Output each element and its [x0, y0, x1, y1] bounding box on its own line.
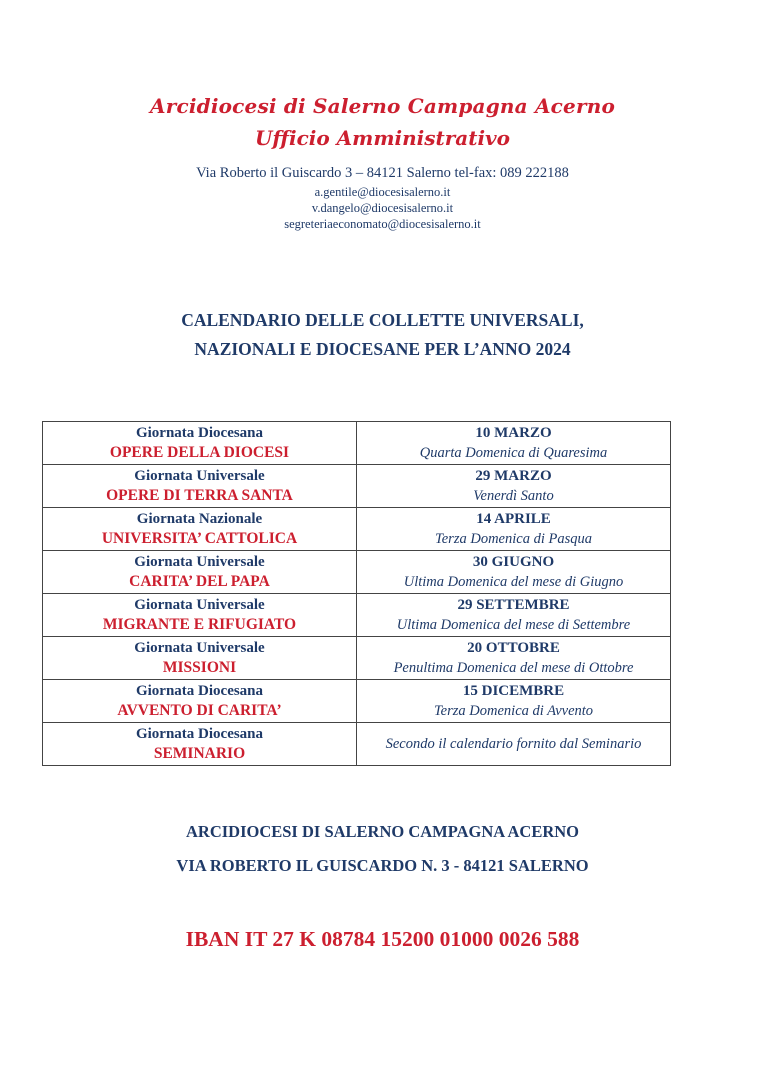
collection-type: Giornata Diocesana — [135, 683, 264, 699]
collection-date: 29 MARZO — [475, 468, 552, 484]
footer-address: VIA ROBERTO IL GUISCARDO N. 3 - 84121 SALERNO — [176, 856, 589, 875]
email-gentile[interactable]: a.gentile@diocesisalerno.it — [314, 185, 451, 199]
collection-name: MIGRANTE E RIFUGIATO — [102, 616, 297, 633]
collection-date-note: Quarta Domenica di Quaresima — [419, 445, 608, 461]
date-cell — [357, 723, 671, 766]
collection-name: SEMINARIO — [153, 745, 246, 762]
collection-name: OPERE DELLA DIOCESI — [109, 444, 290, 461]
collection-cell — [43, 723, 357, 766]
collection-name: OPERE DI TERRA SANTA — [106, 487, 293, 504]
collection-type: Giornata Diocesana — [135, 425, 264, 441]
collection-cell — [43, 594, 357, 637]
collection-cell — [43, 508, 357, 551]
collection-date: 29 SETTEMBRE — [457, 597, 570, 613]
table-row — [43, 422, 671, 465]
table-row — [43, 637, 671, 680]
collection-type: Giornata Universale — [134, 640, 265, 656]
date-cell — [357, 465, 671, 508]
collection-cell — [43, 637, 357, 680]
collection-cell — [43, 422, 357, 465]
page-title-line-2: NAZIONALI E DIOCESANE PER L’ANNO 2024 — [194, 339, 571, 359]
collection-type: Giornata Universale — [134, 597, 265, 613]
office-name: Ufficio Amministrativo — [254, 126, 511, 150]
collection-name: CARITA’ DEL PAPA — [129, 573, 270, 590]
collection-date-note: Ultima Domenica del mese di Settembre — [396, 617, 631, 633]
date-cell — [357, 422, 671, 465]
address-line: Via Roberto il Guiscardo 3 – 84121 Salerno tel-fax: 089 222188 — [196, 165, 569, 181]
collection-date: 14 APRILE — [476, 511, 551, 527]
date-cell — [357, 508, 671, 551]
collection-date-note: Ultima Domenica del mese di Giugno — [403, 574, 624, 590]
email-segreteria[interactable]: segreteriaeconomato@diocesisalerno.it — [284, 217, 481, 231]
collection-type: Giornata Universale — [134, 468, 265, 484]
table-row — [43, 594, 671, 637]
collection-name: UNIVERSITA’ CATTOLICA — [101, 530, 298, 547]
collection-cell — [43, 551, 357, 594]
table-row — [43, 723, 671, 766]
collection-date: 30 GIUGNO — [472, 554, 555, 570]
collection-cell — [43, 465, 357, 508]
collection-date: 10 MARZO — [475, 425, 552, 441]
table-row — [43, 465, 671, 508]
iban-code: IBAN IT 27 K 08784 15200 01000 0026 588 — [185, 927, 580, 951]
collection-cell — [43, 680, 357, 723]
date-cell — [357, 551, 671, 594]
page-title-line-1: CALENDARIO DELLE COLLETTE UNIVERSALI, — [181, 310, 584, 330]
collection-name: AVVENTO DI CARITA’ — [117, 702, 282, 719]
collections-table — [42, 421, 671, 766]
table-row — [43, 551, 671, 594]
date-cell — [357, 637, 671, 680]
collection-type: Giornata Nazionale — [136, 511, 263, 527]
date-cell — [357, 594, 671, 637]
collection-date-note: Terza Domenica di Pasqua — [435, 531, 592, 547]
collection-date: 20 OTTOBRE — [467, 640, 560, 656]
footer-organization: ARCIDIOCESI DI SALERNO CAMPAGNA ACERNO — [186, 822, 579, 841]
organization-name: Arcidiocesi di Salerno Campagna Acerno — [150, 94, 615, 118]
collection-date-note: Penultima Domenica del mese di Ottobre — [393, 660, 634, 676]
email-dangelo[interactable]: v.dangelo@diocesisalerno.it — [311, 201, 454, 215]
collection-type: Giornata Diocesana — [135, 726, 264, 742]
collection-date: 15 DICEMBRE — [462, 683, 565, 699]
date-cell — [357, 680, 671, 723]
collection-name: MISSIONI — [162, 659, 237, 676]
collection-date-note: Terza Domenica di Avvento — [433, 703, 594, 719]
collection-date-note: Venerdì Santo — [473, 488, 554, 504]
table-row — [43, 508, 671, 551]
collection-type: Giornata Universale — [134, 554, 265, 570]
table-row — [43, 680, 671, 723]
collection-date-note: Secondo il calendario fornito dal Seminario — [385, 735, 642, 752]
